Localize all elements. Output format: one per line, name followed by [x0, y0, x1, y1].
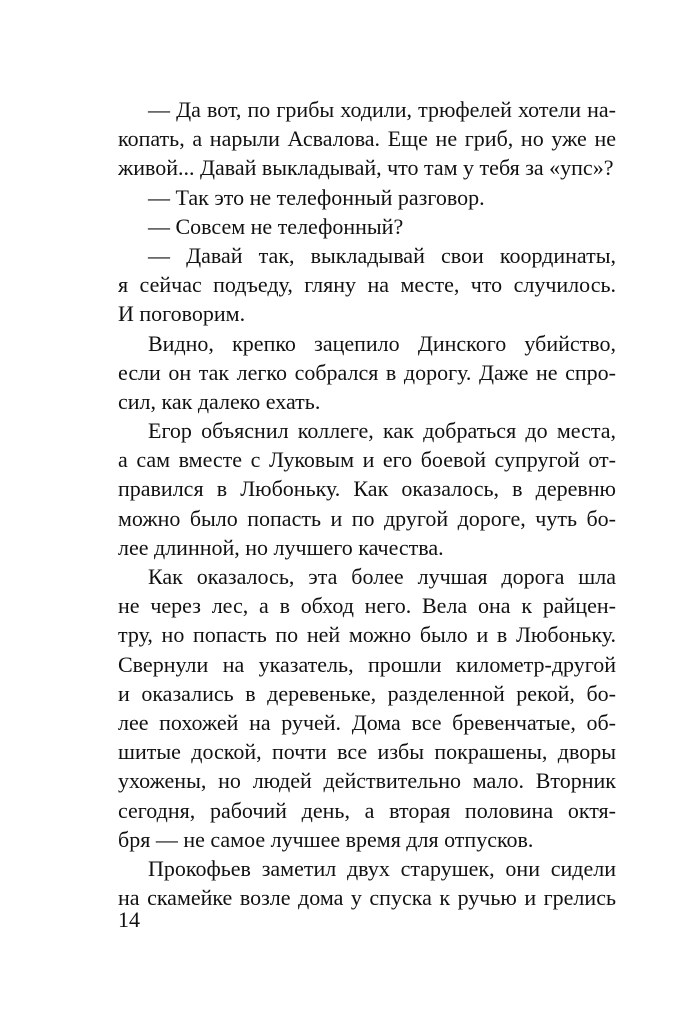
text-line: правился в Любоньку. Как оказалось, в деревню	[118, 476, 616, 502]
text-line: И поговорим.	[118, 301, 246, 327]
text-line: Видно, крепко зацепило Динского убийство,	[148, 330, 616, 356]
text-line: сил, как далеко ехать.	[118, 388, 321, 414]
text-line: Свернули на указатель, прошли километр-другой	[118, 651, 616, 677]
text-line: тру, но попасть по ней можно было и в Любоньку.	[118, 622, 616, 648]
text-line: я сейчас подъеду, гляну на месте, что случилось.	[118, 272, 616, 298]
text-line: копать, а нарыли Асвалова. Еще не гриб, но уже не	[118, 126, 616, 152]
text-line: Как оказалось, эта более лучшая дорога шла	[148, 564, 616, 589]
text-line: — Совсем не телефонный?	[148, 213, 404, 239]
text-line: — Так это не телефонный разговор.	[148, 184, 485, 210]
text-line: и оказались в деревеньке, разделенной рекой, бо-	[118, 680, 616, 706]
text-line: Прокофьев заметил двух старушек, они сидели	[148, 855, 616, 881]
text-line: лее длинной, но лучшего качества.	[118, 534, 444, 560]
text-line: на скамейке возле дома у спуска к ручью и грелись	[118, 885, 616, 911]
text-line: не через лес, а в обход него. Вела она к райцен-	[118, 593, 616, 619]
text-line: можно было попасть и по другой дороге, чуть бо-	[118, 505, 616, 531]
text-line: — Да вот, по грибы ходили, трюфелей хотели на-	[148, 97, 616, 122]
text-line: сегодня, рабочий день, а вторая половина октя-	[118, 797, 616, 823]
text-line: а сам вместе с Луковым и его боевой супругой от-	[118, 447, 616, 473]
text-line: шитые доской, почти все избы покрашены, дворы	[118, 739, 616, 765]
text-line: — Давай так, выкладывай свои координаты,	[148, 242, 616, 268]
text-line: Егор объяснил коллеге, как добраться до места,	[148, 418, 616, 444]
page-number: 14	[118, 907, 140, 932]
text-line: лее похожей на ручей. Дома все бревенчатые, об-	[118, 709, 616, 735]
text-line: если он так легко собрался в дорогу. Даже не спро-	[118, 359, 616, 385]
text-line: бря — не самое лучшее время для отпусков.	[118, 826, 534, 852]
body-text	[118, 95, 616, 912]
text-line: ухожены, но людей действительно мало. Вторник	[118, 768, 616, 794]
text-line: живой... Давай выкладывай, что там у тебя за «упс»?	[118, 155, 614, 181]
